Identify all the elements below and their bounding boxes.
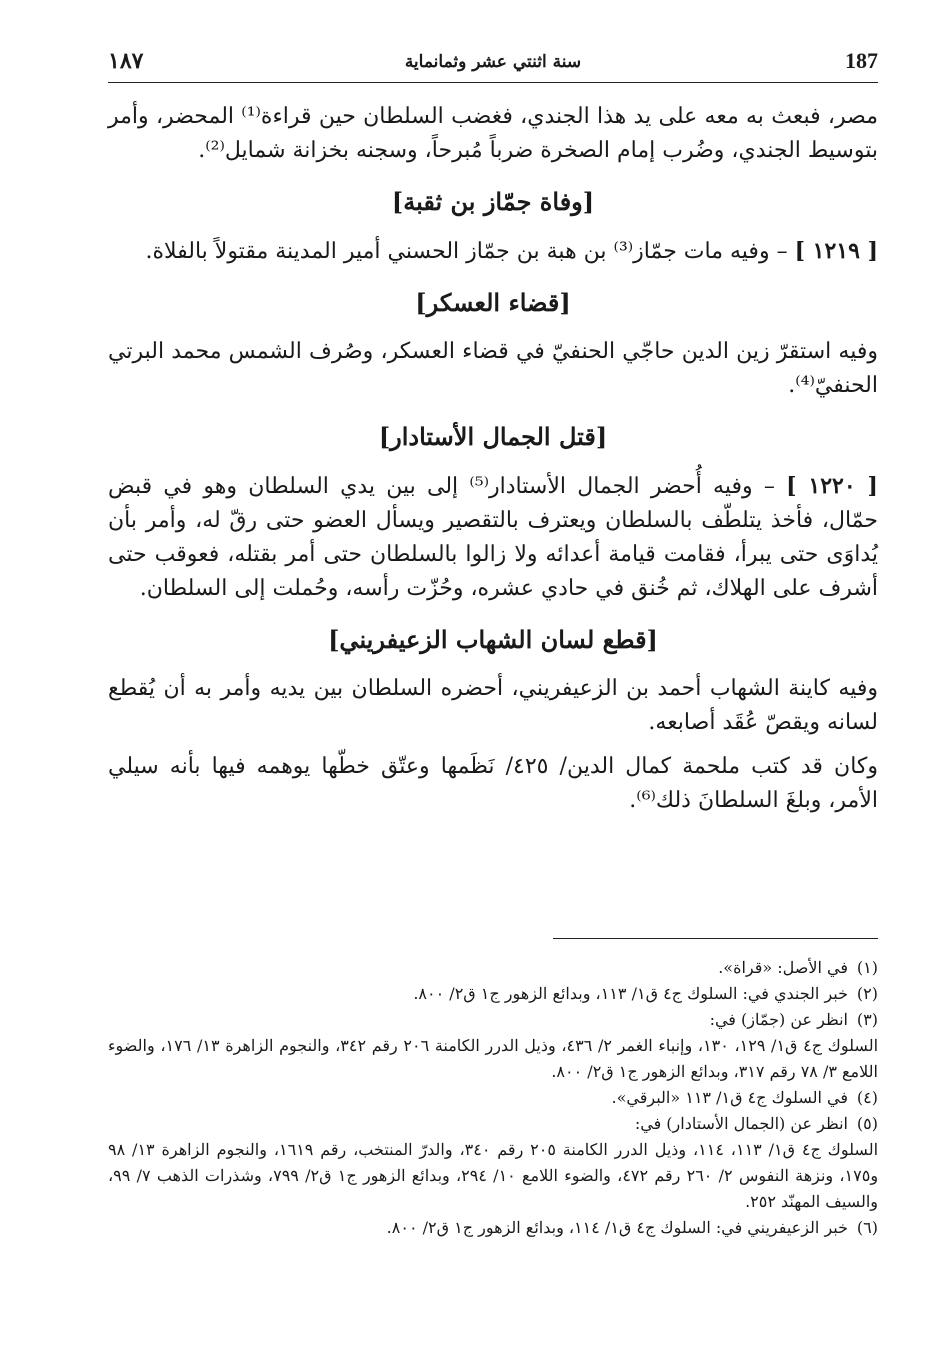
- footnote-text: في الأصل: «قراة».: [718, 958, 848, 977]
- main-text: [108, 100, 878, 828]
- paragraph-4: [108, 469, 878, 606]
- paragraph-4-text: – وفيه أُحضر الجمال الأستادار⁽⁵⁾ إلى بين يدي السلطان وهو في قبض حمّال، فأخذ يتلطّف بالسلطان ويعترف بالتقصير ويسأل العضو حتى رقّ له، وأمر بأن يُداوَى حتى يبرأ، فقامت قيامة أعدائه ولا زالوا بالسلطان حتى أمر بقتله، فعوقب حتى أشرف على الهلاك، ثم خُنق في حادي عشره، وحُزّت رأسه، وحُملت إلى السلطان.: [108, 474, 878, 601]
- paragraph-1: مصر، فبعث به معه على يد هذا الجندي، فغضب السلطان حين قراءة⁽¹⁾ المحضر، وأمر بتوسيط الجندي، وضُرب إمام الصخرة ضرباً مُبرحاً، وسجنه بخزانة شمايل⁽²⁾.: [108, 104, 878, 163]
- heading-death-jammaz: [وفاة جمّاز بن ثقبة]: [391, 187, 595, 216]
- footnote: [108, 1007, 878, 1033]
- footnote: [108, 1085, 878, 1111]
- paragraph-6: وكان قد كتب ملحمة كمال الدين/ ٤٢٥/ نَظَمها وعتّق خطّها يوهمه فيها بأنه سيلي الأمر، وبلغَ السلطانَ ذلك⁽⁶⁾.: [108, 754, 878, 813]
- paragraph-5: وفيه كاينة الشهاب أحمد بن الزعيفريني، أحضره السلطان بين يديه وأمر به أن يُقطع لسانه ويقصّ عُقَد أصابعه.: [108, 676, 878, 735]
- footnote: [108, 955, 878, 981]
- footnote-number: (٢): [856, 984, 878, 1003]
- footnote-text: خبر الزعيفريني في: السلوك ج٤ ق١/ ١١٤، وبدائع الزهور ج١ ق٢/ ٨٠٠.: [386, 1218, 848, 1237]
- footnote-continuation: السلوك ج٤ ق١/ ١١٣، ١١٤، وذيل الدرر الكامنة ٢٠٥ رقم ٣٤٠، والدرّ المنتخب، رقم ١٦١٩، والنجوم الزاهرة ١٣/ ٩٨ و١٧٥، ونزهة النفوس ٢/ ٢٦٠ رقم ٤٧٢، والضوء اللامع ١٠/ ٢٩٤، وبدائع الزهور ج١ ق٢/ ٧٩٩، وشذرات الذهب ٧/ ٩٩، والسيف المهنّد ٢٥٢.: [108, 1140, 879, 1211]
- footnote-number: (٥): [856, 1114, 878, 1133]
- footnote-number: (٣): [856, 1010, 878, 1029]
- page-number-latin: 187: [845, 48, 878, 73]
- footnote-number: (٦): [856, 1218, 878, 1237]
- footnote-divider: [553, 938, 878, 939]
- footnote: [108, 1111, 878, 1137]
- footnote: [108, 981, 878, 1007]
- running-title: سنة اثنتي عشر وثمانماية: [404, 52, 582, 72]
- entry-number-1219: [ ١٢١٩ ]: [794, 238, 878, 264]
- footnote-text: انظر عن (جمّاز) في:: [709, 1010, 848, 1029]
- heading-tongue-cutting: [قطع لسان الشهاب الزعيفريني]: [328, 625, 658, 654]
- footnote-number: (١): [856, 958, 878, 977]
- footnote-text: في السلوك ج٤ ق١/ ١١٣ «البرقي».: [611, 1088, 848, 1107]
- paragraph-2-text: – وفيه مات جمّاز⁽³⁾ بن هبة بن جمّاز الحسني أمير المدينة مقتولاً بالفلاة.: [145, 239, 788, 264]
- footnote: [108, 1215, 878, 1241]
- footnote-number: (٤): [856, 1088, 878, 1107]
- paragraph-2: [108, 234, 878, 269]
- heading-army-judgeship: [قضاء العسكر]: [415, 288, 571, 317]
- entry-number-1220: [ ١٢٢٠ ]: [786, 473, 878, 499]
- page-header: [108, 42, 878, 83]
- heading-killing-jamal: [قتل الجمال الأستادار]: [378, 422, 608, 451]
- page-number-arabic: ١٨٧: [108, 48, 144, 74]
- footnotes: [108, 955, 878, 1241]
- footnote-text: خبر الجندي في: السلوك ج٤ ق١/ ١١٣، وبدائع الزهور ج١ ق٢/ ٨٠٠.: [413, 984, 848, 1003]
- footnote-continuation: السلوك ج٤ ق١/ ١٢٩، ١٣٠، وإنباء الغمر ٢/ ٤٣٦، وذيل الدرر الكامنة ٢٠٦ رقم ٣٤٢، والنجوم الزاهرة ١٣/ ١٧٦، والضوء اللامع ٣/ ٧٨ رقم ٣١٧، وبدائع الزهور ج١ ق٢/ ٨٠٠.: [108, 1036, 879, 1081]
- footnote-text: انظر عن (الجمال الأستادار) في:: [634, 1114, 848, 1133]
- paragraph-3: وفيه استقرّ زين الدين حاجّي الحنفيّ في قضاء العسكر، وصُرف الشمس محمد البرتي الحنفيّ⁽⁴⁾.: [108, 339, 878, 398]
